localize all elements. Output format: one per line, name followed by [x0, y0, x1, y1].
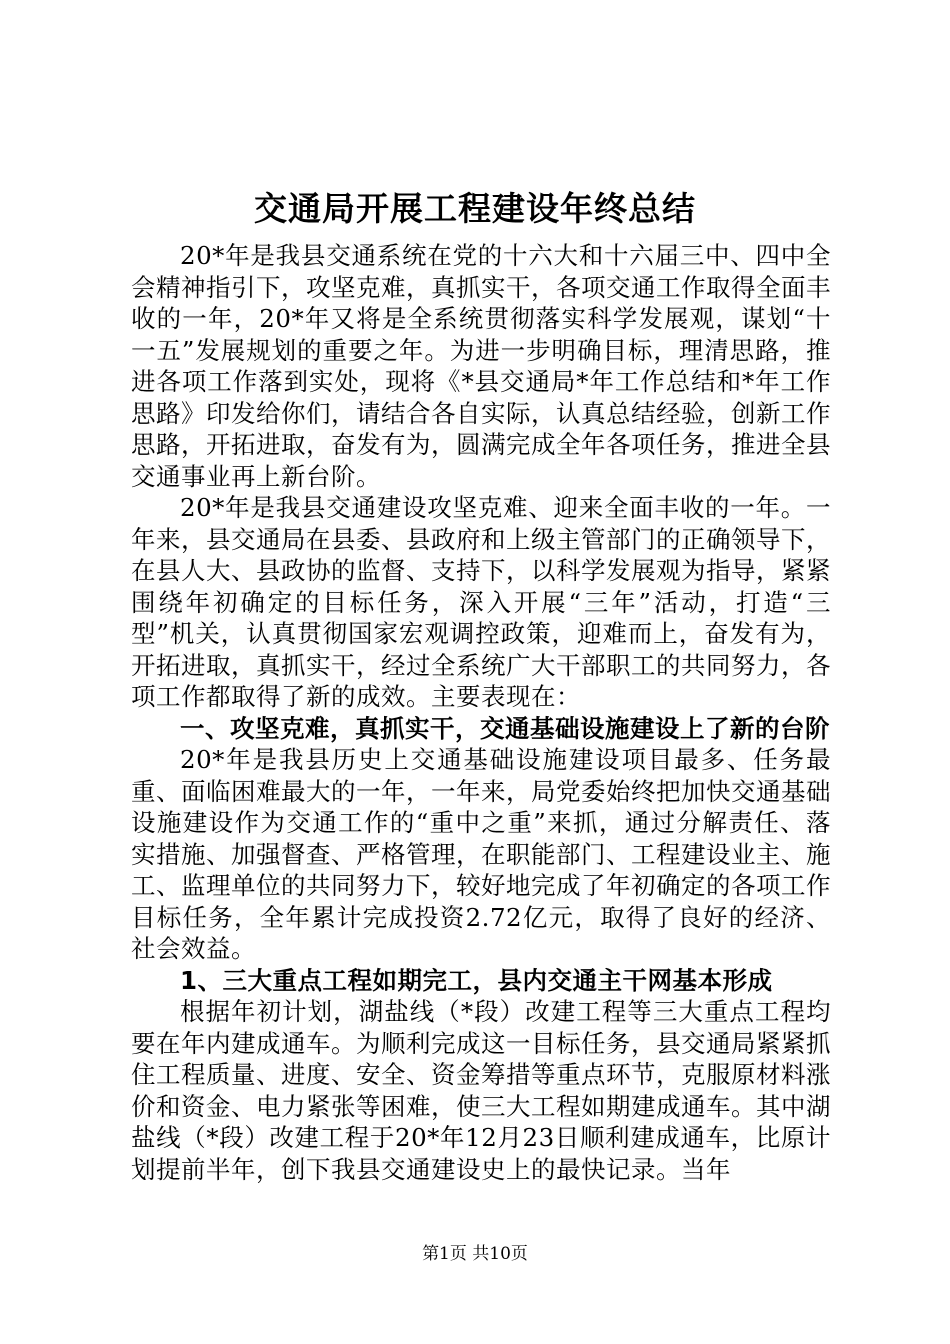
document-title: 交通局开展工程建设年终总结 — [254, 189, 696, 228]
paragraph-summary: 20*年是我县交通建设攻坚克难、迎来全面丰收的一年。一年来，县交通局在县委、县政府和上级主管部门的正确领导下，在县人大、县政协的监督、支持下，以科学发展观为指导，紧紧围绕年初确定的目标任务，深入开展“三年”活动，打造“三型”机关，认真贯彻国家宏观调控政策，迎难而上，奋发有为，开拓进取，真抓实干，经过全系统广大干部职工的共同努力，各项工作都取得了新的成效。主要表现在： — [131, 493, 831, 711]
paragraph-intro: 20*年是我县交通系统在党的十六大和十六届三中、四中全会精神指引下，攻坚克难，真抓实干，各项交通工作取得全面丰收的一年，20*年又将是全系统贯彻落实科学发展观，谋划“十一五”发展规划的重要之年。为进一步明确目标，理清思路，推进各项工作落到实处，现将《*县交通局*年工作总结和*年工作思路》印发给你们，请结合各自实际，认真总结经验，创新工作思路，开拓进取，奋发有为，圆满完成全年各项任务，推进全县交通事业再上新台阶。 — [131, 241, 831, 491]
paragraph-key-projects: 根据年初计划，湖盐线（*段）改建工程等三大重点工程均要在年内建成通车。为顺利完成这一目标任务，县交通局紧紧抓住工程质量、进度、安全、资金筹措等重点环节，克服原材料涨价和资金、电力紧张等困难，使三大工程如期建成通车。其中湖盐线（*段）改建工程于20*年12月23日顺利建成通车，比原计划提前半年，创下我县交通建设史上的最快记录。当年 — [131, 997, 831, 1184]
section-heading-1: 一、攻坚克难，真抓实干，交通基础设施建设上了新的台阶 — [180, 713, 830, 743]
document-body — [131, 240, 831, 1185]
subsection-heading-1: 1、三大重点工程如期完工，县内交通主干网基本形成 — [180, 965, 773, 995]
page-number-footer: 第1页 共10页 — [422, 1244, 528, 1264]
paragraph-infrastructure: 20*年是我县历史上交通基础设施建设项目最多、任务最重、面临困难最大的一年，一年来，局党委始终把加快交通基础设施建设作为交通工作的“重中之重”来抓，通过分解责任、落实措施、加强督查、严格管理，在职能部门、工程建设业主、施工、监理单位的共同努力下，较好地完成了年初确定的各项工作目标任务，全年累计完成投资2.72亿元，取得了良好的经济、社会效益。 — [131, 745, 831, 963]
